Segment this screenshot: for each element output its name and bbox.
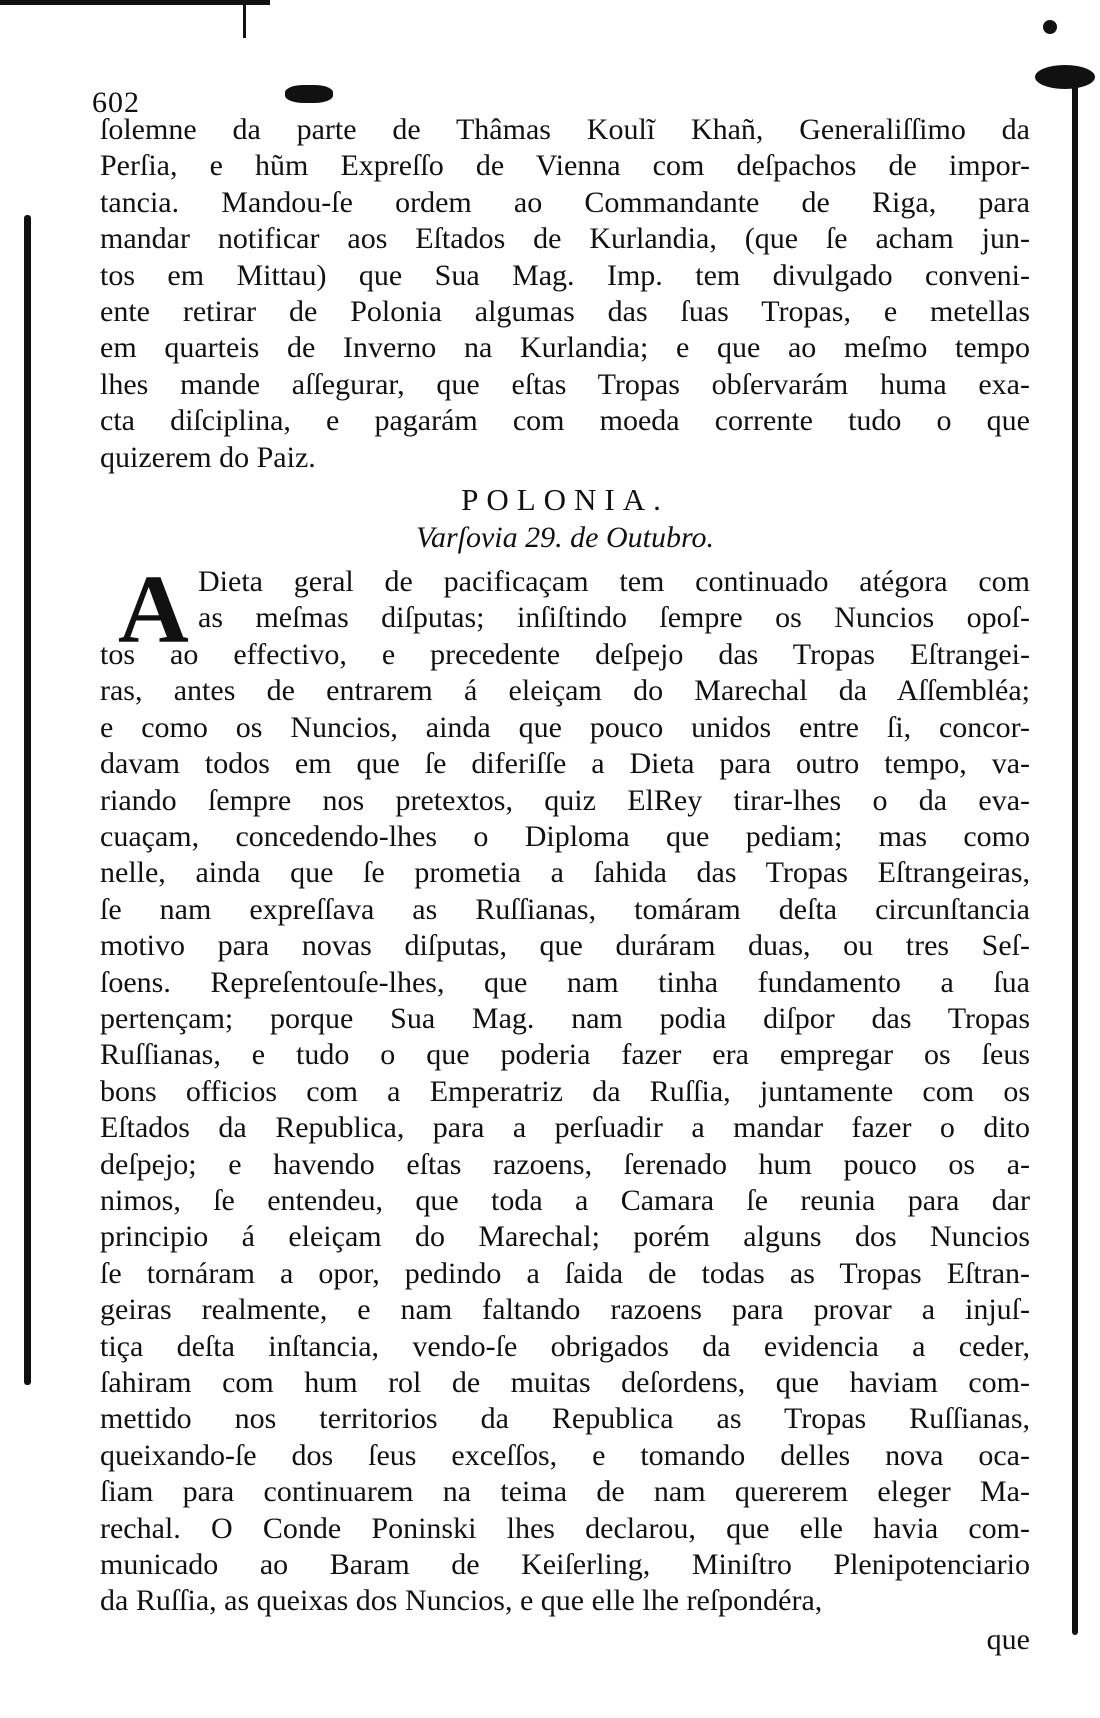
text-line: ras, antes de entrarem á eleiçam do Marechal da Aſſembléa; <box>100 674 1030 708</box>
text-line: ſe nam expreſſava as Ruſſianas, tomáram deſta circunſtancia <box>100 892 1030 926</box>
text-column <box>100 92 1030 1658</box>
dateline: Varſovia 29. de Outubro. <box>415 521 715 555</box>
text-line: municado ao Baram de Keiſerling, Miniſtro Plenipotenciario <box>100 1548 1030 1582</box>
text-line: ſahiram com hum rol de muitas deſordens, que haviam com- <box>100 1366 1030 1399</box>
text-line: ſiam para continuarem na teima de nam quererem eleger Ma- <box>100 1475 1030 1509</box>
text-line: Perſia, e hũm Expreſſo de Vienna com deſpachos de impor- <box>100 149 1030 183</box>
text-line: tos em Mittau) que Sua Mag. Imp. tem divulgado conveni- <box>100 258 1030 292</box>
text-line: ſe tornáram a opor, pedindo a ſaida de todas as Tropas Eſtran- <box>100 1256 1030 1290</box>
text-line: principio á eleiçam do Marechal; porém alguns dos Nuncios <box>100 1220 1030 1254</box>
text-line: lhes mande aſſegurar, que eſtas Tropas obſervarám huma exa- <box>100 367 1030 401</box>
text-line: nelle, ainda que ſe prometia a ſahida das Tropas Eſtrangeiras, <box>100 856 1030 890</box>
text-line: ſolemne da parte de Thâmas Koulĩ Khañ, Generaliſſimo da <box>100 113 1030 146</box>
text-line: ſoens. Repreſentouſe-lhes, que nam tinha fundamento a ſua <box>100 965 1030 999</box>
text-line: ente retirar de Polonia algumas das ſuas Tropas, e metellas <box>100 295 1030 329</box>
text-line: quizerem do Paiz. <box>100 440 316 474</box>
text-line: cuaçam, concedendo-lhes o Diploma que pediam; mas como <box>100 819 1030 853</box>
text-line: da Ruſſia, as queixas dos Nuncios, e que elle lhe reſpondéra, <box>100 1584 823 1618</box>
text-line: Ruſſianas, e tudo o que poderia fazer era empregar os ſeus <box>100 1038 1030 1072</box>
text-line: bons officios com a Emperatriz da Ruſſia, juntamente com os <box>100 1074 1030 1108</box>
ink-dot <box>1043 20 1057 34</box>
section-heading: POLONIA. <box>461 482 669 518</box>
text-line: cta diſciplina, e pagarám com moeda corrente tudo o que <box>100 404 1030 438</box>
paragraph-2 <box>100 556 1030 1620</box>
scan-tick-mark <box>243 0 246 38</box>
text-line: pertençam; porque Sua Mag. nam podia diſpor das Tropas <box>100 1001 1030 1035</box>
text-line: Eſtados da Republica, para a perſuadir a mandar fazer o dito <box>100 1111 1030 1145</box>
ink-blot <box>1035 65 1095 89</box>
text-line: mandar notificar aos Eſtados de Kurlandia, (que ſe acham jun- <box>100 222 1030 256</box>
drop-cap: A <box>118 556 189 665</box>
left-margin-rule <box>24 215 31 1385</box>
text-line: mettido nos territorios da Republica as Tropas Ruſſianas, <box>100 1402 1030 1436</box>
text-line: motivo para novas diſputas, que duráram duas, ou tres Seſ- <box>100 929 1030 963</box>
text-line: Dieta geral de pacificaçam tem continuado atégora com <box>198 565 1030 599</box>
text-line: e como os Nuncios, ainda que pouco unidos entre ſi, concor- <box>100 710 1030 744</box>
scan-edge-mark <box>0 0 270 5</box>
text-line: tiça deſta inſtancia, vendo-ſe obrigados da evidencia a ceder, <box>100 1329 1030 1363</box>
right-margin-rule <box>1072 80 1078 1635</box>
paragraph-1 <box>100 112 1030 476</box>
text-line: deſpejo; e havendo eſtas razoens, ſerenado hum pouco os a- <box>100 1147 1030 1181</box>
catchword: que <box>986 1622 1030 1656</box>
text-line: geiras realmente, e nam faltando razoens para provar a injuſ- <box>100 1293 1030 1327</box>
text-line: queixando-ſe dos ſeus exceſſos, e tomando delles nova oca- <box>100 1438 1030 1472</box>
text-line: as meſmas diſputas; inſiſtindo ſempre os Nuncios opoſ- <box>198 601 1030 635</box>
text-line: em quarteis de Inverno na Kurlandia; e que ao meſmo tempo <box>100 331 1030 365</box>
text-line: davam todos em que ſe diferiſſe a Dieta para outro tempo, va- <box>100 747 1030 781</box>
text-line: rechal. O Conde Poninski lhes declarou, que elle havia com- <box>100 1511 1030 1545</box>
text-line: tancia. Mandou-ſe ordem ao Commandante de Riga, para <box>100 185 1030 219</box>
page-number: 602 <box>92 86 140 119</box>
text-line: nimos, ſe entendeu, que toda a Camara ſe reunia para dar <box>100 1183 1030 1217</box>
text-line: riando ſempre nos pretextos, quiz ElRey tirar-lhes o da eva- <box>100 783 1030 817</box>
text-line: tos ao effectivo, e precedente deſpejo das Tropas Eſtrangei- <box>100 637 1030 671</box>
